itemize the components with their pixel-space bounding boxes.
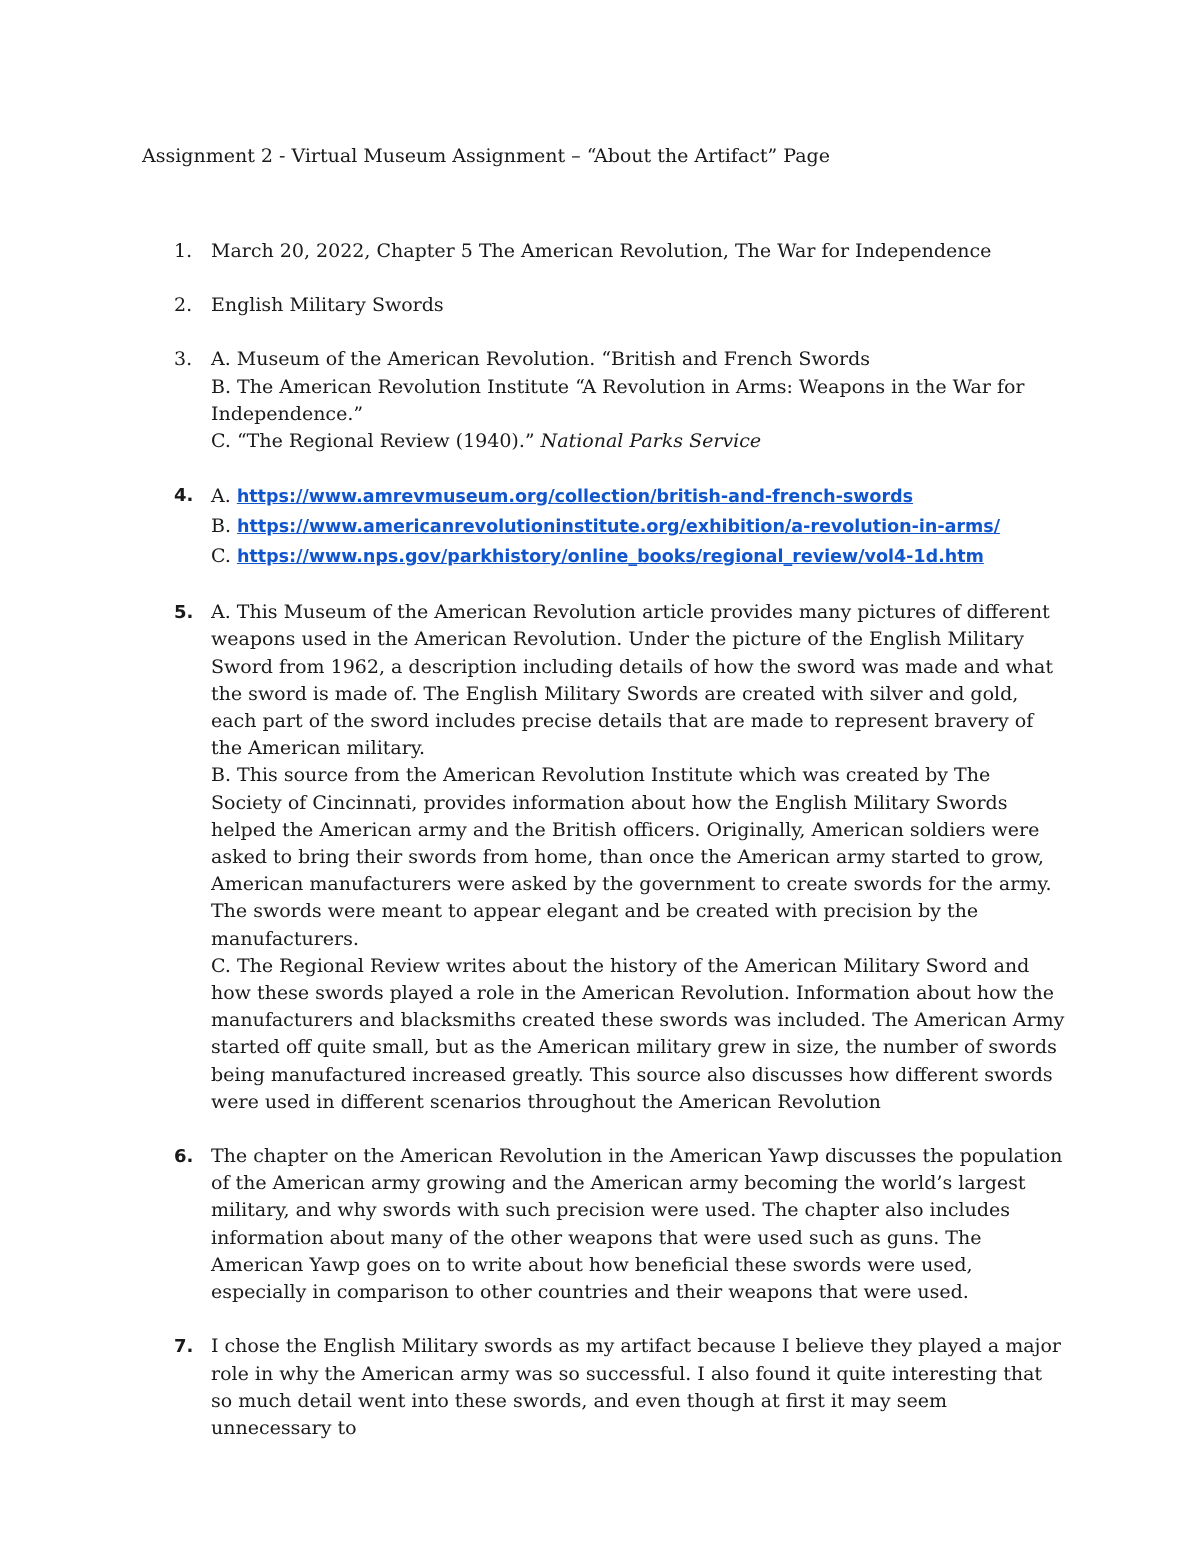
item-number: 3. [174, 348, 193, 371]
item-number: 5. [174, 602, 194, 624]
list-item-1 [0, 238, 1200, 265]
source-b: B. The American Revolution Institute “A Revolution in Arms: Weapons in the War for Independence.” [211, 375, 1025, 425]
document-title: Assignment 2 - Virtual Museum Assignment – “About the Artifact” Page [142, 145, 830, 167]
list-item-6 [0, 1143, 1200, 1306]
link-american-revolution-institute[interactable]: https://www.americanrevolutioninstitute.org/exhibition/a-revolution-in-arms/ [237, 517, 1001, 538]
link-nps[interactable]: https://www.nps.gov/parkhistory/online_books/regional_review/vol4-1d.htm [236, 547, 984, 568]
item-text: I chose the English Military swords as my artifact because I believe they played a major role in why the American army was so successful. I also found it quite interesting that so much detail went into these swords, and even though at first it may seem unnecessary to [211, 1335, 1061, 1439]
summary-b: B. This source from the American Revolution Institute which was created by The Society of Cincinnati, provides information about how the English Military Swords helped the American army and the British officers. Originally, American soldiers were asked to bring their swords from home, than once the American army started to grow, American manufacturers were asked by the government to create swords for the army. The swords were meant to appear elegant and be created with precision by the manufacturers. [211, 764, 1052, 950]
link-prefix: C. [211, 545, 237, 568]
item-number: 2. [174, 294, 193, 317]
list-item-2 [0, 292, 1200, 319]
list-item-5 [0, 599, 1200, 1116]
source-c-text: C. “The Regional Review (1940).” [211, 430, 541, 453]
link-line-a [211, 482, 1066, 512]
link-prefix: B. [211, 515, 238, 538]
link-prefix: A. [211, 485, 237, 508]
list-item-7 [0, 1333, 1200, 1442]
item-number: 1. [174, 240, 193, 262]
numbered-list [0, 238, 1200, 1469]
link-line-b [211, 512, 1066, 542]
list-item-3 [0, 346, 1200, 455]
item-text: English Military Swords [211, 294, 444, 317]
item-text: The chapter on the American Revolution in the American Yawp discusses the population of the American army growing and the American army becoming the world’s largest military, and why swords with such precision were used. The chapter also includes information about many of the other weapons that were used such as guns. The American Yawp goes on to write about how beneficial these swords were used, especially in comparison to other countries and their weapons that were used. [211, 1145, 1063, 1304]
item-number: 4. [174, 485, 194, 507]
summary-a: A. This Museum of the American Revolution article provides many pictures of different weapons used in the American Revolution. Under the picture of the English Military Sword from 1962, a description including details of how the sword was made and what the sword is made of. The English Military Swords are created with silver and gold, each part of the sword includes precise details that are made to represent bravery of the American military. [211, 601, 1054, 760]
summary-c: C. The Regional Review writes about the history of the American Military Sword and how these swords played a role in the American Revolution. Information about how the manufacturers and blacksmiths created these swords was included. The American Army started off quite small, but as the American military grew in size, the number of swords being manufactured increased greatly. This source also discusses how different swords were used in different scenarios throughout the American Revolution [211, 954, 1065, 1113]
item-number: 7. [174, 1336, 194, 1358]
item-text: March 20, 2022, Chapter 5 The American Revolution, The War for Independence [211, 240, 992, 262]
source-c-publisher: National Parks Service [540, 430, 762, 453]
list-item-4 [0, 482, 1200, 572]
link-amrevmuseum[interactable]: https://www.amrevmuseum.org/collection/british-and-french-swords [236, 487, 914, 508]
link-line-c [211, 542, 1066, 572]
source-c [211, 428, 1066, 455]
item-number: 6. [174, 1146, 194, 1168]
source-a: A. Museum of the American Revolution. “British and French Swords [211, 348, 871, 371]
